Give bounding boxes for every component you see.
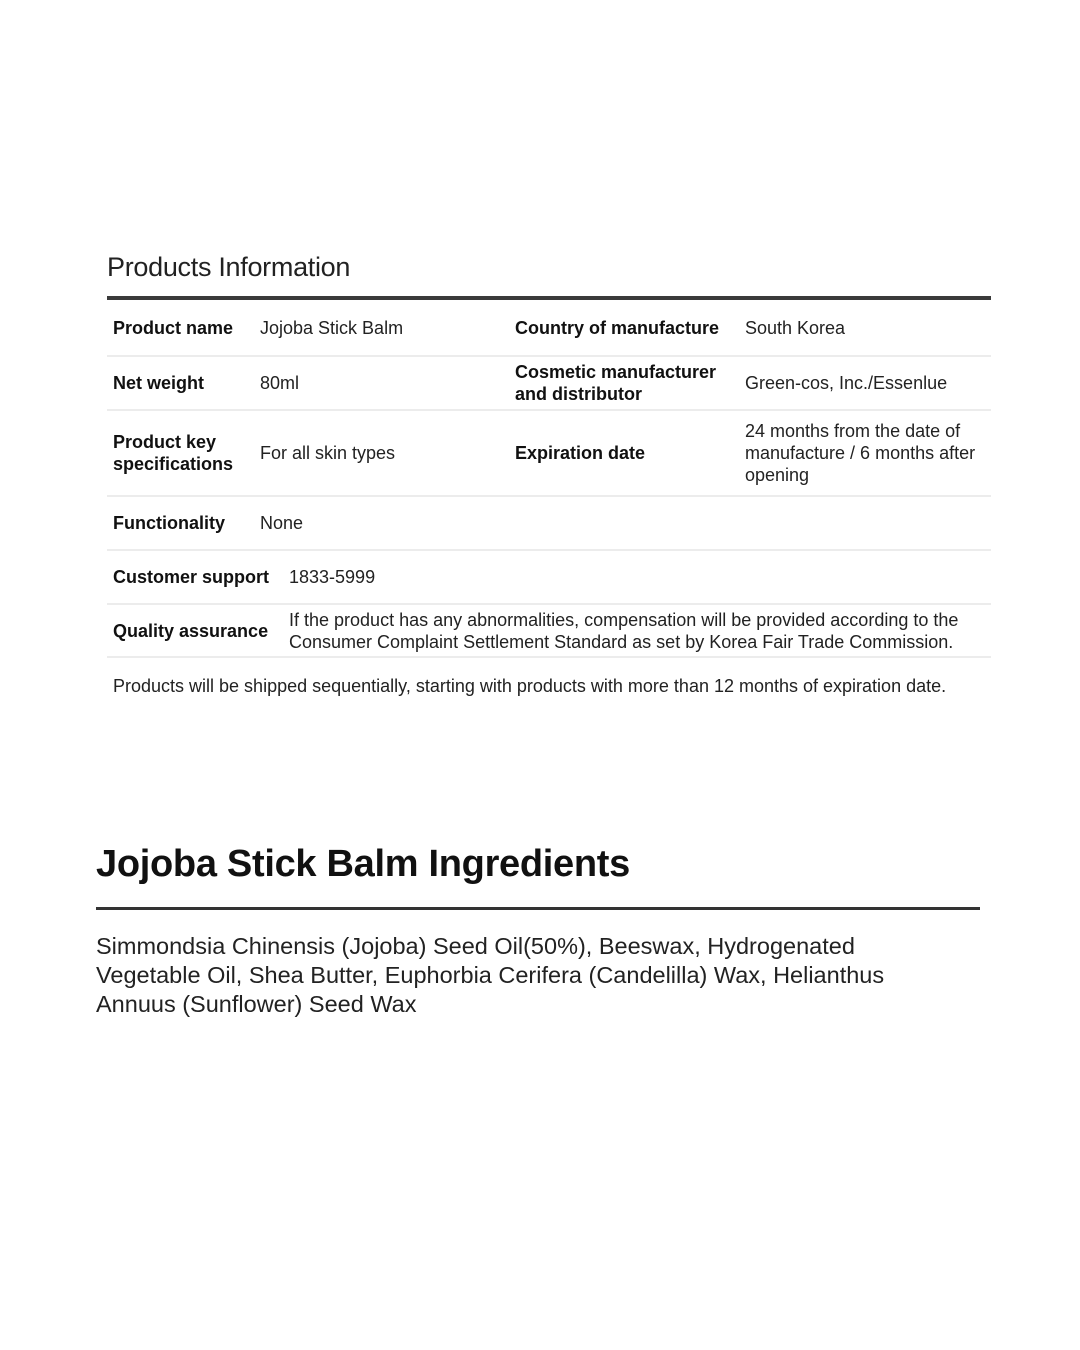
info-row [107,357,991,411]
ingredients-section [96,840,980,1019]
info-row [107,605,991,658]
net-weight-label: Net weight [113,373,205,393]
country-of-manufacture-label: Country of manufacture [515,317,720,338]
functionality-label: Functionality [113,513,225,533]
info-row [107,411,991,497]
country-of-manufacture-value: South Korea [745,317,846,338]
quality-assurance-label: Quality assurance [113,620,269,641]
product-name-value: Jojoba Stick Balm [260,317,404,338]
ingredients-list: Simmondsia Chinensis (Jojoba) Seed Oil(50%), Beeswax, Hydrogenated Vegetable Oil, Shea Butter, Euphorbia Cerifera (Candelilla) Wax, Helianthus Annuus (Sunflower) Seed Wax [96,933,885,1017]
functionality-value: None [260,513,304,533]
shipping-note: Products will be shipped sequentially, starting with products with more than 12 months of expiration date. [113,676,947,696]
info-row [107,497,991,551]
manufacturer-distributor-label: Cosmetic manufacturer and distributor [515,362,717,404]
expiration-date-value: 24 months from the date of manufacture / 6 months after opening [745,421,976,485]
customer-support-label: Customer support [113,567,270,587]
ingredients-title: Jojoba Stick Balm Ingredients [96,843,630,885]
ingredients-divider [96,907,980,910]
quality-assurance-value: If the product has any abnormalities, compensation will be provided according to the Consumer Complaint Settlement Standard as set by Korea Fair Trade Commission. [289,609,959,652]
products-information-title: Products Information [107,252,351,282]
products-information-section [107,250,991,658]
info-row [107,300,991,357]
info-row [107,551,991,605]
customer-support-value: 1833-5999 [289,567,376,587]
product-name-label: Product name [113,317,234,338]
key-specifications-value: For all skin types [260,443,396,463]
manufacturer-distributor-value: Green-cos, Inc./Essenlue [745,373,948,393]
expiration-date-label: Expiration date [515,443,646,463]
key-specifications-label: Product key specifications [113,432,234,474]
net-weight-value: 80ml [260,373,300,393]
